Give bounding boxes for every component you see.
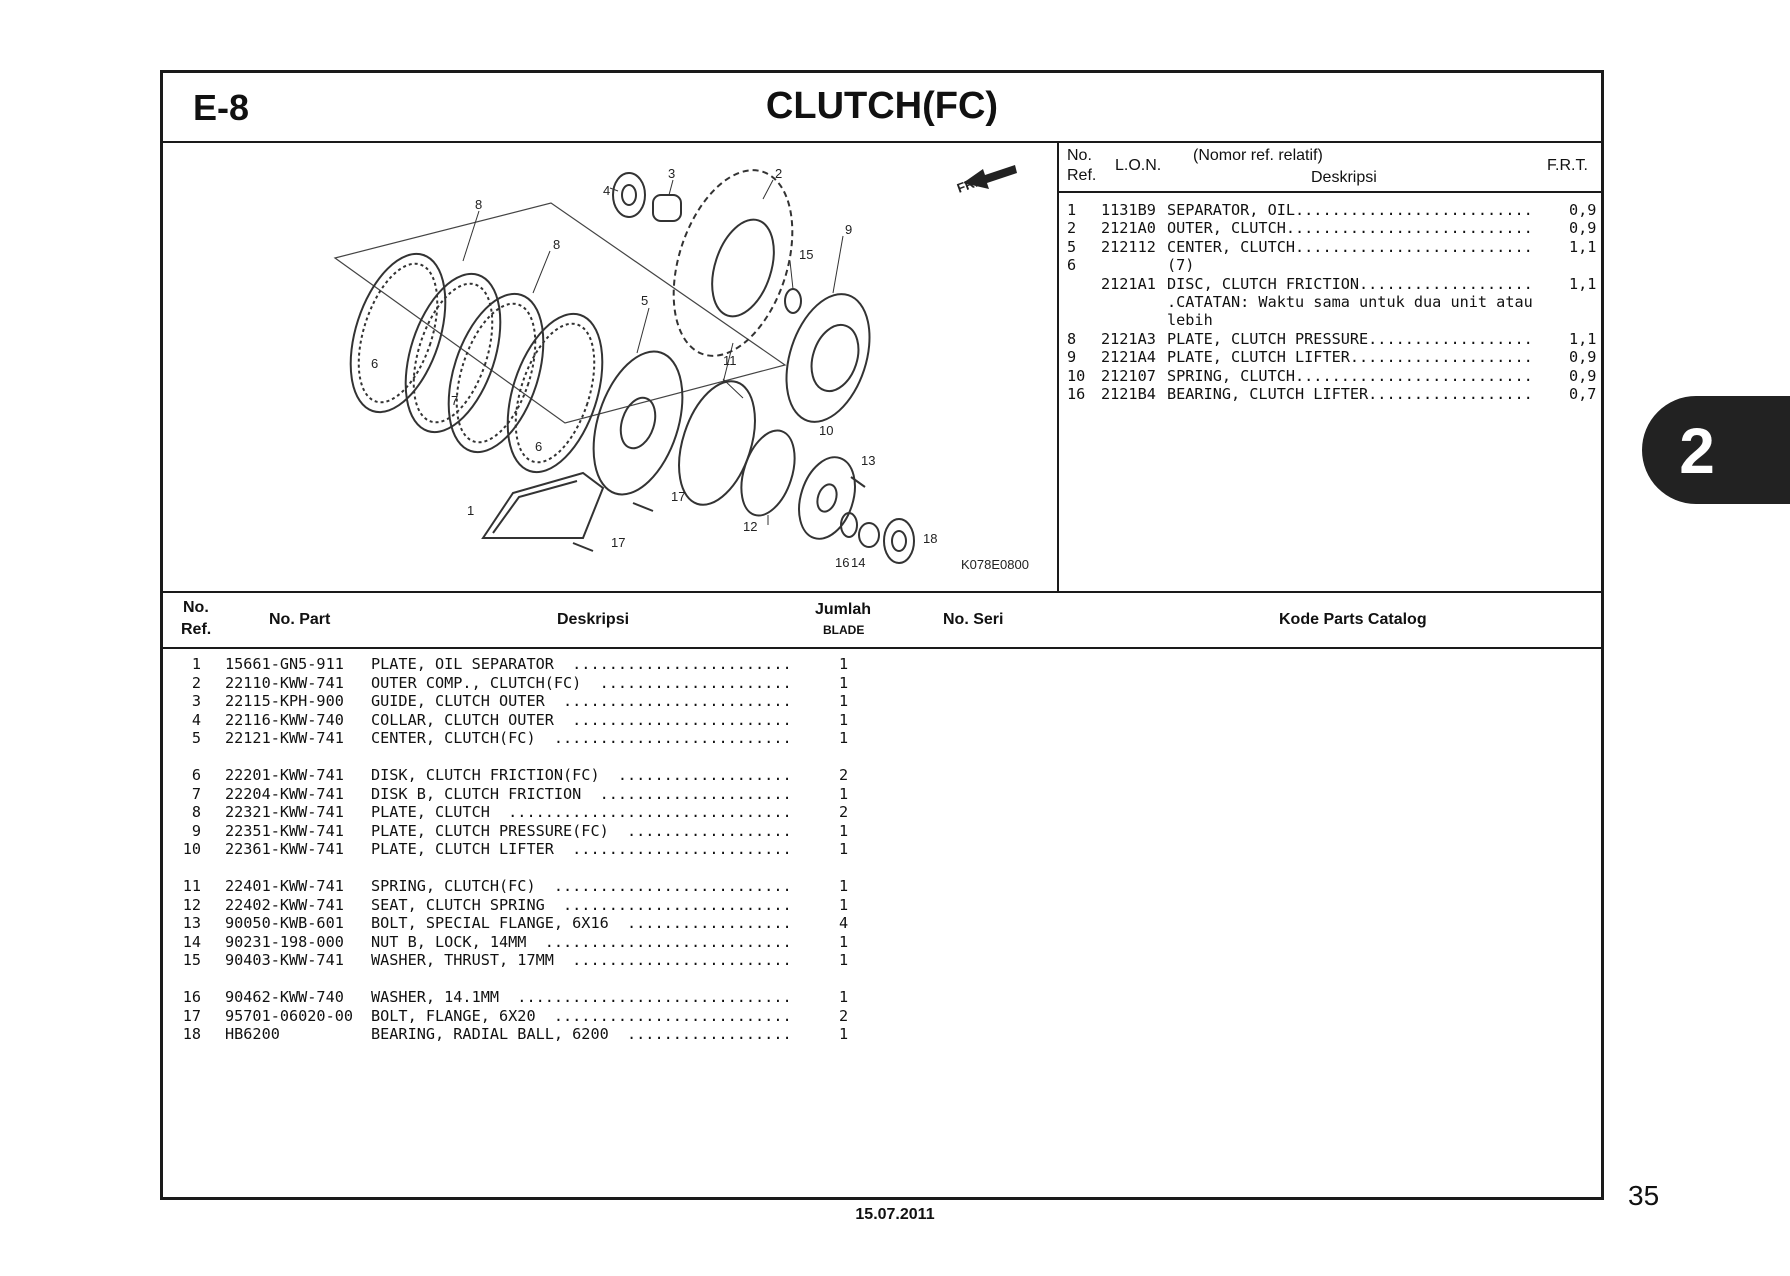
assembly-outline	[335, 203, 785, 423]
parts-row	[163, 877, 1063, 895]
callout-18: 18	[923, 531, 938, 546]
lon-row	[1059, 385, 1603, 403]
parts-row-ref: 5	[191, 729, 201, 747]
parts-row-part: HB6200	[225, 1025, 280, 1043]
lon-row-frt: 0,9	[1569, 366, 1597, 385]
parts-row-part: 22401-KWW-741	[225, 877, 344, 895]
parts-row	[163, 951, 1063, 969]
lon-row-desc: (7)	[1167, 256, 1195, 275]
lon-row-desc: lebih	[1167, 311, 1213, 330]
parts-row-qty: 1	[839, 1025, 849, 1043]
parts-row	[163, 933, 1063, 951]
thrust-washer-shape	[785, 289, 801, 313]
parts-row	[163, 1025, 1063, 1043]
parts-row-desc: PLATE, OIL SEPARATOR ........................	[371, 655, 792, 673]
callout-9: 9	[845, 222, 853, 237]
callout-14: 14	[851, 555, 866, 570]
lon-row-code: 2121A4	[1101, 348, 1156, 367]
parts-row-part: 22351-KWW-741	[225, 821, 344, 840]
parts-row-qty: 1	[839, 692, 849, 710]
lon-row-no: 1	[1067, 201, 1077, 219]
lon-row-code: 2121A1	[1101, 274, 1156, 293]
callout-6b: 6	[535, 439, 543, 454]
clutch-disk-shape	[388, 262, 519, 444]
parts-row-desc: CENTER, CLUTCH(FC) ..........................	[371, 729, 792, 747]
parts-row-part: 22110-KWW-741	[225, 673, 344, 692]
clutch-diagram-svg	[163, 143, 1057, 589]
parts-row-qty: 1	[839, 821, 849, 840]
parts-row-desc: BOLT, SPECIAL FLANGE, 6X16 ..................	[371, 914, 792, 932]
parts-row-desc: PLATE, CLUTCH ...............................	[371, 803, 792, 821]
callout-7: 7	[451, 393, 459, 408]
callout-10: 10	[819, 423, 834, 438]
parts-row	[163, 1007, 1063, 1025]
parts-row-desc: NUT B, LOCK, 14MM ...........................	[371, 932, 792, 951]
parts-row-part: 90231-198-000	[225, 932, 344, 951]
parts-row-ref: 3	[191, 692, 201, 710]
lon-row-no: 2	[1067, 219, 1077, 238]
lon-row-frt: 0,9	[1569, 348, 1597, 367]
lon-row-frt: 0,7	[1569, 385, 1597, 403]
clutch-center-hub-shape	[615, 393, 662, 452]
lon-row-frt: 0,9	[1569, 219, 1597, 238]
parts-row-ref: 17	[182, 1006, 201, 1025]
lon-row	[1059, 367, 1603, 385]
clutch-plate-shape	[490, 302, 621, 484]
collar-hole-shape	[622, 185, 636, 205]
page-number: 35	[1628, 1180, 1660, 1211]
parts-col-catalog: Kode Parts Catalog	[1279, 611, 1427, 628]
oil-separator-shape	[483, 473, 603, 538]
parts-row	[163, 785, 1063, 803]
lon-row	[1059, 275, 1603, 293]
callout-15: 15	[799, 247, 814, 262]
friction-teeth-shape	[343, 254, 452, 412]
parts-row-qty: 1	[839, 877, 849, 895]
bearing-shape	[884, 519, 914, 563]
parts-row-part: 22116-KWW-740	[225, 710, 344, 729]
parts-row-desc: COLLAR, CLUTCH OUTER ........................	[371, 710, 792, 729]
exploded-diagram	[163, 143, 1059, 591]
parts-row-part: 15661-GN5-911	[225, 655, 344, 673]
lon-row	[1059, 311, 1603, 329]
lon-row	[1059, 238, 1603, 256]
lon-row-desc: SEPARATOR, OIL..........................	[1167, 201, 1533, 219]
parts-row-part: 22402-KWW-741	[225, 895, 344, 914]
parts-row-desc: DISK B, CLUTCH FRICTION .....................	[371, 784, 792, 803]
parts-row-qty: 1	[839, 951, 849, 969]
page-header	[163, 73, 1601, 143]
callout-8b: 8	[553, 237, 561, 252]
lon-table-header	[1059, 143, 1603, 193]
parts-row-qty: 1	[839, 840, 849, 858]
lon-row-desc: SPRING, CLUTCH..........................	[1167, 366, 1533, 385]
lon-row	[1059, 256, 1603, 274]
parts-row	[163, 988, 1063, 1006]
section-tab	[1642, 396, 1790, 504]
parts-row-part: 90403-KWW-741	[225, 951, 344, 969]
lon-row-desc: PLATE, CLUTCH LIFTER....................	[1167, 348, 1533, 367]
parts-row-ref: 10	[182, 840, 201, 858]
parts-col-desc: Deskripsi	[557, 611, 630, 628]
parts-col-part: No. Part	[269, 611, 331, 628]
front-direction-arrow-icon	[955, 165, 1017, 196]
parts-row-ref: 2	[191, 673, 201, 692]
callout-11: 11	[723, 353, 737, 368]
diagram-image-code: K078E0800	[961, 557, 1029, 572]
parts-row	[163, 914, 1063, 932]
guide-shape	[653, 195, 681, 221]
lon-row-code: 2121B4	[1101, 385, 1156, 403]
callout-1: 1	[467, 503, 475, 518]
callout-2: 2	[775, 166, 783, 181]
callout-6: 6	[371, 356, 379, 371]
parts-row	[163, 729, 1063, 747]
parts-row-qty: 1	[839, 710, 849, 729]
lon-row	[1059, 348, 1603, 366]
parts-row-desc: GUIDE, CLUTCH OUTER .........................	[371, 692, 792, 710]
fr-label: FR.	[954, 174, 980, 196]
parts-row-qty: 2	[839, 803, 849, 821]
parts-row-qty: 1	[839, 729, 849, 747]
parts-row-part: 90462-KWW-740	[225, 988, 344, 1006]
lon-col-nomor: (Nomor ref. relatif)	[1193, 147, 1323, 164]
parts-col-seri: No. Seri	[943, 611, 1004, 628]
oil-separator-edge-shape	[493, 481, 577, 533]
lifter-hole-shape	[814, 482, 840, 514]
callout-16: 16	[835, 555, 850, 570]
lon-table	[1059, 143, 1603, 591]
callout-17: 17	[671, 489, 686, 504]
lon-row-code: 212107	[1101, 366, 1156, 385]
parts-row-qty: 1	[839, 655, 849, 673]
parts-row	[163, 896, 1063, 914]
lon-row-no: 10	[1067, 366, 1086, 385]
flange-bolt-shape	[573, 543, 593, 551]
lon-row-no: 8	[1067, 329, 1077, 348]
lon-row-desc: BEARING, CLUTCH LIFTER..................	[1167, 385, 1533, 403]
parts-row-part: 95701-06020-00	[225, 1006, 354, 1025]
parts-row-ref: 16	[182, 988, 201, 1006]
callout-8: 8	[475, 197, 483, 212]
parts-row-ref: 4	[191, 710, 201, 729]
parts-row-part: 22121-KWW-741	[225, 729, 344, 747]
lon-row	[1059, 201, 1603, 219]
lon-row-desc: CENTER, CLUTCH..........................	[1167, 237, 1533, 256]
parts-row-ref: 13	[182, 914, 201, 932]
parts-row-desc: WASHER, THRUST, 17MM ........................	[371, 951, 792, 969]
pressure-plate-shape	[771, 283, 884, 432]
parts-row	[163, 822, 1063, 840]
lon-row	[1059, 219, 1603, 237]
parts-row-ref: 15	[182, 951, 201, 969]
friction-teeth-shape	[398, 274, 507, 432]
lon-row-frt: 1,1	[1569, 274, 1597, 293]
parts-row	[163, 655, 1063, 673]
lon-row-no: 9	[1067, 348, 1077, 367]
lon-row-code: 2121A3	[1101, 329, 1156, 348]
bearing-inner-shape	[892, 531, 906, 551]
lon-row-code: 212112	[1101, 237, 1156, 256]
parts-row-ref: 11	[182, 877, 201, 895]
parts-row-ref: 6	[191, 766, 201, 784]
parts-row-part: 90050-KWB-601	[225, 914, 344, 932]
parts-row-desc: DISK, CLUTCH FRICTION(FC) ...................	[371, 766, 792, 784]
parts-row-ref: 14	[182, 932, 201, 951]
parts-row-ref: 18	[182, 1025, 201, 1043]
parts-col-ref: Ref.	[181, 621, 212, 638]
parts-row-qty: 1	[839, 784, 849, 803]
parts-col-qty-sub: BLADE	[823, 623, 865, 637]
parts-row-qty: 1	[839, 932, 849, 951]
parts-row-desc: SPRING, CLUTCH(FC) ..........................	[371, 877, 792, 895]
publication-date: 15.07.2011	[855, 1206, 935, 1223]
parts-row	[163, 711, 1063, 729]
lon-row-no: 5	[1067, 237, 1077, 256]
lon-row-frt: 1,1	[1569, 237, 1597, 256]
parts-row-ref: 8	[191, 803, 201, 821]
parts-row-desc: OUTER COMP., CLUTCH(FC) .....................	[371, 673, 792, 692]
parts-row-desc: PLATE, CLUTCH LIFTER ........................	[371, 840, 792, 858]
lon-row-no: 16	[1067, 385, 1086, 403]
lon-col-no: No.	[1067, 147, 1092, 164]
lon-row-desc: DISC, CLUTCH FRICTION...................	[1167, 274, 1533, 293]
special-bolt-shape	[851, 477, 865, 487]
lock-nut-shape	[859, 523, 879, 547]
lon-row-code: 1131B9	[1101, 201, 1156, 219]
lifter-plate-shape	[789, 450, 864, 546]
parts-row-desc: BEARING, RADIAL BALL, 6200 ..................	[371, 1025, 792, 1043]
lon-row-code: 2121A0	[1101, 219, 1156, 238]
parts-row	[163, 766, 1063, 784]
parts-col-qty: Jumlah	[815, 601, 872, 618]
parts-row-qty: 1	[839, 895, 849, 914]
parts-row	[163, 840, 1063, 858]
collar-shape	[613, 173, 645, 217]
parts-row-ref: 12	[182, 895, 201, 914]
lon-row-desc: .CATATAN: Waktu sama untuk dua unit atau	[1167, 293, 1533, 311]
catalog-frame	[160, 70, 1604, 1200]
lon-row-frt: 1,1	[1569, 329, 1597, 348]
lon-row	[1059, 330, 1603, 348]
spring-seat-shape	[732, 424, 805, 523]
parts-row-ref: 7	[191, 784, 201, 803]
parts-row-part: 22204-KWW-741	[225, 784, 344, 803]
callout-12: 12	[743, 519, 758, 534]
lon-col-ref: Ref.	[1067, 167, 1097, 184]
lon-row-frt: 0,9	[1569, 201, 1597, 219]
parts-row-desc: WASHER, 14.1MM ..............................	[371, 988, 792, 1006]
callout-13: 13	[861, 453, 876, 468]
callout-3: 3	[668, 166, 676, 181]
page-title: CLUTCH(FC)	[765, 85, 999, 127]
section-code: E-8	[193, 87, 250, 128]
parts-row	[163, 674, 1063, 692]
parts-row-qty: 4	[839, 914, 849, 932]
parts-row-qty: 1	[839, 988, 849, 1006]
parts-row-ref: 9	[191, 821, 201, 840]
callout-17b: 17	[611, 535, 626, 550]
callout-4: 4	[603, 183, 611, 198]
parts-table-header	[163, 591, 1601, 649]
parts-row-part: 22321-KWW-741	[225, 803, 344, 821]
parts-row-qty: 2	[839, 766, 849, 784]
clutch-plate-shape	[333, 242, 464, 424]
parts-row-qty: 1	[839, 673, 849, 692]
lon-row-desc: OUTER, CLUTCH...........................	[1167, 219, 1533, 238]
lon-row-desc: PLATE, CLUTCH PRESSURE..................	[1167, 329, 1533, 348]
parts-row-part: 22361-KWW-741	[225, 840, 344, 858]
parts-row	[163, 692, 1063, 710]
parts-row-qty: 2	[839, 1006, 849, 1025]
lon-row	[1059, 293, 1603, 311]
parts-row	[163, 803, 1063, 821]
parts-row-desc: PLATE, CLUTCH PRESSURE(FC) ..................	[371, 821, 792, 840]
parts-row-desc: BOLT, FLANGE, 6X20 ..........................	[371, 1006, 792, 1025]
parts-row-part: 22201-KWW-741	[225, 766, 344, 784]
parts-row-desc: SEAT, CLUTCH SPRING .........................	[371, 895, 792, 914]
lon-col-lon: L.O.N.	[1115, 157, 1162, 174]
flange-bolt-shape	[633, 503, 653, 511]
callout-5: 5	[641, 293, 649, 308]
parts-row-part: 22115-KPH-900	[225, 692, 344, 710]
lon-col-frt: F.R.T.	[1547, 157, 1588, 174]
parts-row-ref: 1	[191, 655, 201, 673]
parts-col-no: No.	[183, 599, 209, 616]
lon-col-desc: Deskripsi	[1311, 169, 1377, 186]
washer-shape	[841, 513, 857, 537]
lon-row-no: 6	[1067, 256, 1077, 275]
section-tab-number: 2	[1679, 415, 1715, 487]
